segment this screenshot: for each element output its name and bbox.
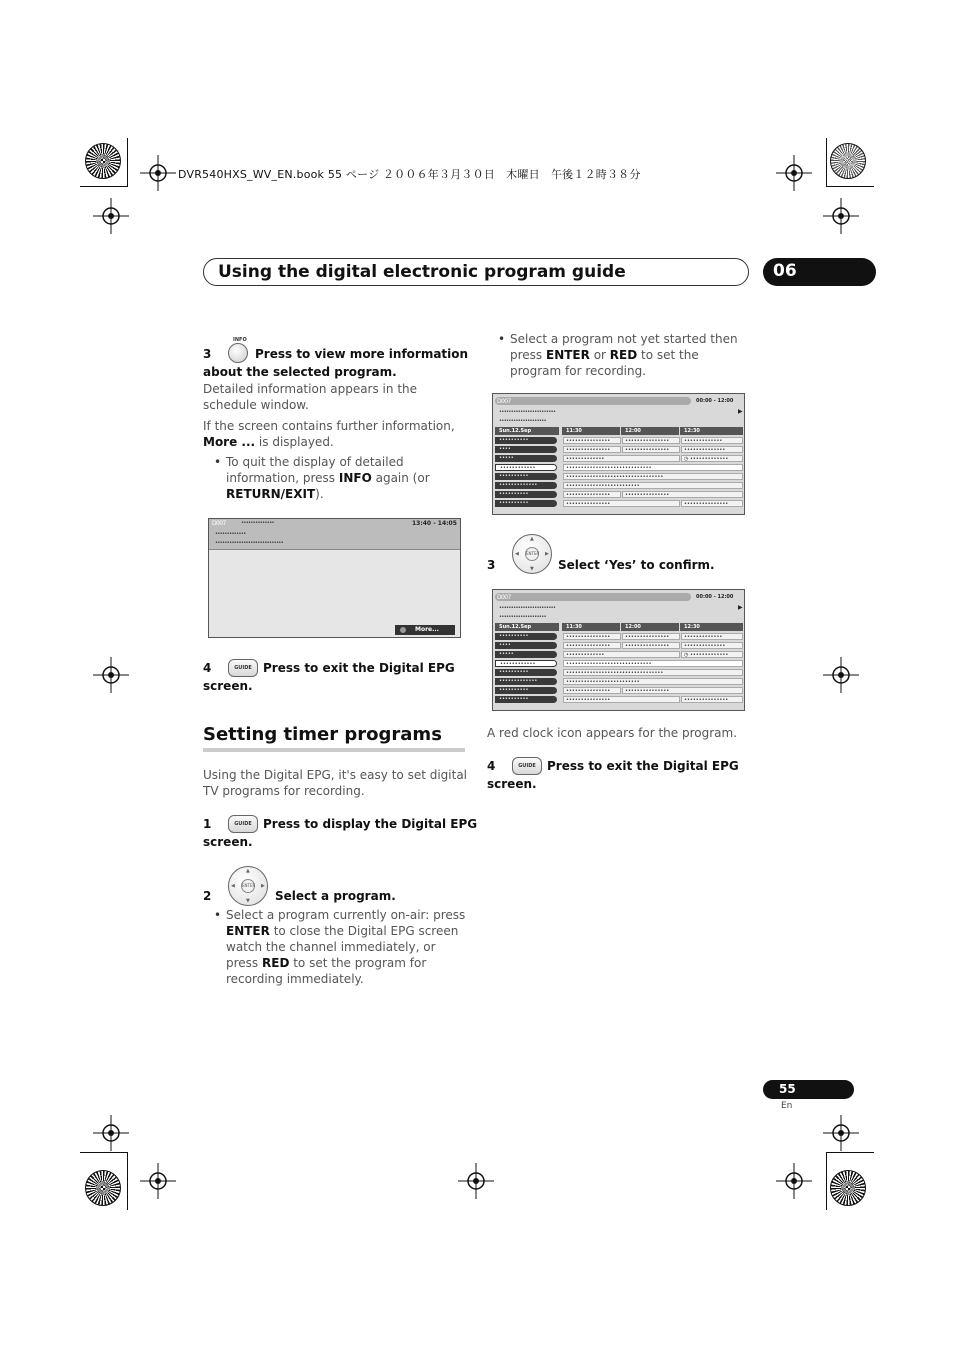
epg-program-cell[interactable]: •••••••••••••••: [563, 687, 621, 694]
epg-channel-row[interactable]: ••••••••••: [495, 669, 557, 676]
text-span: INFO: [338, 471, 372, 485]
channel-label: D007: [497, 398, 511, 405]
epg-program-cell[interactable]: •••••••••••••••: [563, 633, 621, 640]
step-number: 3: [203, 347, 212, 361]
step-text: screen.: [487, 777, 537, 791]
epg-program-cell[interactable]: •••••••••••••••: [563, 500, 680, 507]
epg-channel-row[interactable]: ••••: [495, 446, 557, 453]
epg-channel-row[interactable]: ••••••••••: [495, 633, 557, 640]
text-span: Select a program not yet started then press: [510, 332, 738, 362]
step-text: Press to view more information: [255, 347, 469, 361]
registration-crosshair-icon: [140, 1163, 176, 1199]
epg-program-cell[interactable]: •••••••••••••: [681, 437, 743, 444]
guide-button-icon: GUIDE: [512, 757, 542, 775]
epg-program-cell[interactable]: •••••••••••••: [563, 651, 680, 658]
epg-channel-row[interactable]: ••••••••••••: [495, 464, 557, 471]
epg-channel-row[interactable]: •••••••••••••: [495, 678, 557, 685]
epg-program-cell[interactable]: ◷ •••••••••••••: [681, 455, 743, 462]
program-line: ••••••••••••••••••••: [499, 614, 546, 620]
paragraph: [203, 418, 465, 450]
epg-time-slot: 12:00: [621, 427, 679, 435]
epg-channel-row[interactable]: ••••••••••: [495, 696, 557, 703]
info-screen-header: [209, 519, 460, 550]
info-button-icon: [228, 343, 248, 363]
epg-channel-row[interactable]: ••••••••••••: [495, 660, 557, 667]
epg-channel-row[interactable]: •••••••••••••: [495, 482, 557, 489]
epg-channel-bar: [495, 397, 691, 405]
step-number: 4: [487, 759, 496, 773]
epg-program-cell[interactable]: •••••••••••••••: [563, 642, 621, 649]
section-heading: Setting timer programs: [203, 724, 442, 745]
step-text: screen.: [203, 835, 253, 849]
text-span: ENTER: [546, 348, 590, 362]
text-span: More ...: [203, 435, 256, 449]
epg-channel-row[interactable]: ••••••••••: [495, 500, 557, 507]
channel-label: D007: [212, 520, 226, 527]
chapter-title-bar: [203, 258, 749, 286]
text-span: to close the Digital EPG screen watch the channel immediately, or press: [226, 924, 459, 970]
section-divider: [203, 748, 465, 752]
epg-program-cell[interactable]: •••••••••••••••: [563, 696, 680, 703]
registration-crosshair-icon: [140, 155, 176, 191]
text-span: RED: [609, 348, 638, 362]
epg-program-cell[interactable]: •••••••••••••: [563, 455, 680, 462]
text-span: To quit the display of detailed information, press: [226, 455, 404, 485]
text-span: RED: [262, 956, 290, 970]
joystick-icon: ▲ ▼ ◀ ▶ ENTER: [228, 866, 268, 906]
epg-program-cell[interactable]: •••••••••••••••: [681, 696, 743, 703]
registration-crosshair-icon: [458, 1163, 494, 1199]
step-text: Select a program.: [275, 889, 396, 903]
chapter-number-badge: 06: [763, 258, 876, 286]
step-text: Press to display the Digital EPG: [263, 817, 478, 831]
epg-channel-row[interactable]: •••••: [495, 651, 557, 658]
epg-program-cell[interactable]: •••••••••••••••: [563, 446, 621, 453]
epg-date: Sun.12.Sep: [495, 427, 559, 435]
registration-crosshair-icon: [823, 1115, 859, 1151]
program-name: ••••••••••••••: [241, 520, 274, 526]
arrow-right-icon: ▶: [738, 408, 743, 415]
epg-program-cell[interactable]: •••••••••••••••: [563, 491, 621, 498]
epg-program-cell[interactable]: •••••••••••••••••••••••••••••: [563, 660, 743, 667]
enter-button-icon: ENTER: [525, 547, 539, 561]
epg-program-cell[interactable]: •••••••••••••: [681, 633, 743, 640]
epg-program-cell[interactable]: •••••••••••••••: [622, 446, 680, 453]
enter-button-icon: ENTER: [241, 879, 255, 893]
paragraph: Using the Digital EPG, it's easy to set digital TV programs for recording.: [203, 768, 468, 798]
epg-program-cell[interactable]: •••••••••••••••: [622, 491, 743, 498]
text-span: If the screen contains further information,: [203, 419, 455, 433]
epg-channel-row[interactable]: ••••: [495, 642, 557, 649]
epg-program-cell[interactable]: •••••••••••••••••••••••••••••••••: [563, 669, 743, 676]
epg-program-cell[interactable]: ◷ •••••••••••••: [681, 651, 743, 658]
text-span: to set the program for recording immediately.: [226, 956, 427, 986]
epg-program-cell[interactable]: •••••••••••••••: [622, 642, 680, 649]
arrow-right-icon: ▶: [738, 604, 743, 611]
epg-channel-row[interactable]: ••••••••••: [495, 687, 557, 694]
epg-program-cell[interactable]: •••••••••••••••: [681, 500, 743, 507]
joystick-icon: ▲ ▼ ◀ ▶ ENTER: [512, 534, 552, 574]
registration-crosshair-icon: [93, 1115, 129, 1151]
registration-wheel-icon: [830, 1170, 866, 1206]
registration-wheel-icon: [830, 143, 866, 179]
text-span: ENTER: [226, 924, 270, 938]
epg-program-cell[interactable]: •••••••••••••••••••••••••: [563, 482, 743, 489]
registration-wheel-icon: [85, 143, 121, 179]
program-line: ••••••••••••••••••••: [499, 418, 546, 424]
text-span: Select a program currently on-air: press: [226, 908, 466, 922]
epg-channel-bar: [495, 593, 691, 601]
epg-time-slot: 11:30: [562, 427, 620, 435]
epg-channel-row[interactable]: ••••••••••: [495, 491, 557, 498]
epg-program-cell[interactable]: •••••••••••••••: [622, 687, 743, 694]
program-line: •••••••••••••: [215, 531, 246, 537]
guide-button-icon: GUIDE: [228, 815, 258, 833]
text-span: to set the program for recording.: [510, 348, 699, 378]
info-screen-mockup: [208, 518, 461, 638]
epg-program-cell[interactable]: •••••••••••••••: [563, 437, 621, 444]
registration-crosshair-icon: [776, 155, 812, 191]
program-line: •••••••••••••••••••••••••••••: [215, 540, 284, 546]
epg-program-cell[interactable]: ••••••••••••••: [681, 446, 743, 453]
program-time: 13:40 - 14:05: [412, 520, 457, 527]
text-span: or: [589, 348, 610, 362]
epg-program-cell[interactable]: •••••••••••••••••••••••••: [563, 678, 743, 685]
time-range: 00:00 - 12:00: [696, 398, 734, 404]
bullet-item: [510, 331, 750, 379]
epg-time-slot: 12:30: [680, 427, 743, 435]
step-text: Press to exit the Digital EPG: [263, 661, 455, 675]
step-number: 1: [203, 817, 212, 831]
step-number: 4: [203, 661, 212, 675]
registration-crosshair-icon: [776, 1163, 812, 1199]
epg-program-cell[interactable]: ••••••••••••••: [681, 642, 743, 649]
text-span: again (or: [371, 471, 430, 485]
info-button-label: INFO: [233, 337, 247, 343]
epg-time-slot: 12:30: [680, 623, 743, 631]
program-line: ••••••••••••••••••••••••: [499, 605, 556, 611]
paragraph: Detailed information appears in the schedule window.: [203, 382, 418, 412]
bullet-item: [226, 454, 436, 502]
text-span: RETURN/EXIT: [226, 487, 316, 501]
epg-channel-row[interactable]: ••••••••••: [495, 473, 557, 480]
epg-time-slot: 12:00: [621, 623, 679, 631]
channel-label: D007: [497, 594, 511, 601]
more-indicator: More...: [395, 625, 455, 635]
registration-crosshair-icon: [823, 198, 859, 234]
epg-channel-row[interactable]: •••••: [495, 455, 557, 462]
registration-crosshair-icon: [93, 198, 129, 234]
registration-crosshair-icon: [823, 657, 859, 693]
step-text: about the selected program.: [203, 365, 397, 379]
epg-screen-mockup: [492, 589, 745, 711]
bullet-item: [226, 907, 466, 987]
step-text: Press to exit the Digital EPG: [547, 759, 739, 773]
guide-button-icon: GUIDE: [228, 659, 258, 677]
page-language: En: [781, 1101, 793, 1111]
step-number: 2: [203, 889, 212, 903]
epg-time-slot: 11:30: [562, 623, 620, 631]
epg-screen-mockup: [492, 393, 745, 515]
page-title: Using the digital electronic program guide: [218, 262, 626, 282]
epg-channel-row[interactable]: ••••••••••: [495, 437, 557, 444]
registration-wheel-icon: [85, 1170, 121, 1206]
text-span: ).: [315, 487, 324, 501]
step-text: screen.: [203, 679, 253, 693]
epg-program-cell[interactable]: •••••••••••••••••••••••••••••••••: [563, 473, 743, 480]
text-span: is displayed.: [255, 435, 334, 449]
print-file-header: DVR540HXS_WV_EN.book 55 ページ ２００６年３月３０日 木曜日 午後１２時３８分: [178, 168, 641, 181]
epg-program-cell[interactable]: •••••••••••••••••••••••••••••: [563, 464, 743, 471]
epg-program-cell[interactable]: •••••••••••••••: [622, 633, 680, 640]
step-text: Select ‘Yes’ to confirm.: [558, 558, 715, 572]
program-line: ••••••••••••••••••••••••: [499, 409, 556, 415]
page-number: 55: [763, 1080, 854, 1099]
time-range: 00:00 - 12:00: [696, 594, 734, 600]
epg-date: Sun.12.Sep: [495, 623, 559, 631]
step-number: 3: [487, 558, 496, 572]
paragraph: A red clock icon appears for the program.: [487, 726, 738, 740]
epg-program-cell[interactable]: •••••••••••••••: [622, 437, 680, 444]
registration-crosshair-icon: [93, 657, 129, 693]
